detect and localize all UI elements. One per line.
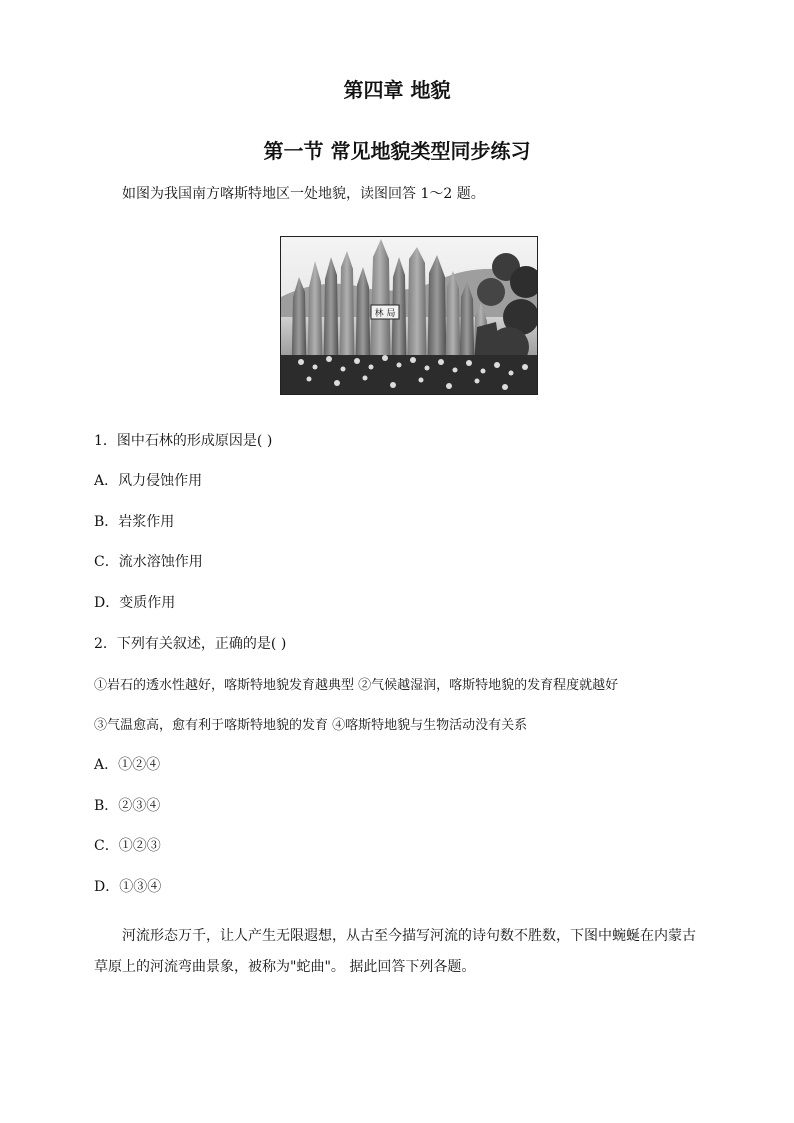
question-2-option-c: C．①②③ — [94, 838, 161, 854]
question-2-statements-line-2: ③气温愈高，愈有利于喀斯特地貌的发育 ④喀斯特地貌与生物活动没有关系 — [94, 718, 528, 733]
question-1-option-b: B．岩浆作用 — [94, 514, 175, 530]
question-1-option-a: A．风力侵蚀作用 — [94, 473, 203, 489]
intro-paragraph-2-line-1: 河流形态万千，让人产生无限遐想，从古至今描写河流的诗句数不胜数，下图中蜿蜒在内蒙古 — [122, 928, 696, 944]
sign-text: 林 局 — [374, 309, 396, 319]
intro-paragraph-2-line-2: 草原上的河流弯曲景象，被称为"蛇曲"。 据此回答下列各题。 — [94, 959, 476, 975]
chapter-title: 第四章 地貌 — [343, 78, 451, 102]
question-1-stem: 1．图中石林的形成原因是( ) — [94, 433, 273, 449]
intro-paragraph-1: 如图为我国南方喀斯特地区一处地貌，读图回答 1～2 题。 — [122, 186, 485, 202]
question-2-option-b: B．②③④ — [94, 798, 161, 814]
question-1-option-d: D．变质作用 — [94, 595, 176, 611]
question-1-option-c: C．流水溶蚀作用 — [94, 554, 203, 570]
section-title: 第一节 常见地貌类型同步练习 — [263, 139, 531, 163]
stone-forest-photo — [280, 236, 538, 395]
question-2-option-d: D．①③④ — [94, 879, 162, 895]
question-2-option-a: A．①②④ — [94, 757, 161, 773]
question-2-statements-line-1: ①岩石的透水性越好，喀斯特地貌发育越典型 ②气候越湿润，喀斯特地貌的发育程度就越好 — [94, 678, 619, 693]
question-2-stem: 2．下列有关叙述，正确的是( ) — [94, 636, 287, 652]
